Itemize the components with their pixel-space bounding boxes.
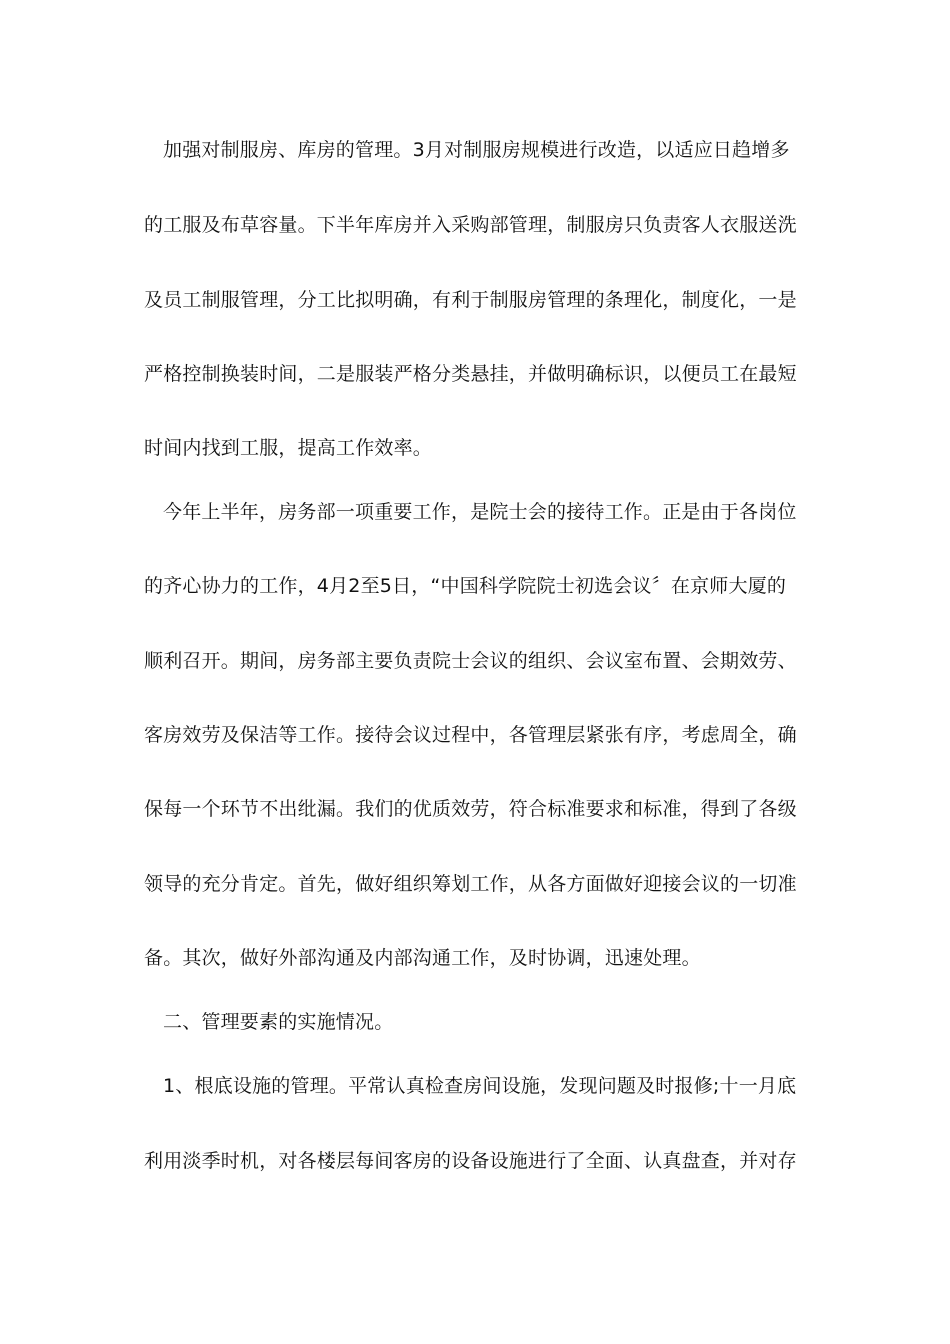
- section-heading: 二、管理要素的实施情况。: [163, 1011, 394, 1033]
- paragraph-line: 利用淡季时机，对各楼层每间客房的设备设施进行了全面、认真盘查，并对存: [144, 1150, 797, 1172]
- paragraph-line: 客房效劳及保洁等工作。接待会议过程中，各管理层紧张有序，考虑周全，确: [144, 724, 797, 746]
- paragraph-line: 顺利召开。期间，房务部主要负责院士会议的组织、会议室布置、会期效劳、: [144, 650, 797, 672]
- paragraph-line: 及员工制服管理，分工比拟明确，有利于制服房管理的条理化，制度化，一是: [144, 289, 797, 311]
- paragraph-line: 的齐心协力的工作，4月2至5日，“中国科学院院士初选会议〞在京师大厦的: [144, 575, 787, 597]
- paragraph-line: 保每一个环节不出纰漏。我们的优质效劳，符合标准要求和标准，得到了各级: [144, 798, 797, 820]
- paragraph-line: 1、根底设施的管理。平常认真检查房间设施，发现问题及时报修;十一月底: [163, 1075, 797, 1097]
- paragraph-line: 严格控制换装时间，二是服装严格分类悬挂，并做明确标识，以便员工在最短: [144, 363, 797, 385]
- paragraph-line: 加强对制服房、库房的管理。3月对制服房规模进行改造，以适应日趋增多: [163, 139, 790, 161]
- paragraph-line: 备。其次，做好外部沟通及内部沟通工作，及时协调，迅速处理。: [144, 947, 701, 969]
- paragraph-line: 时间内找到工服，提高工作效率。: [144, 437, 433, 459]
- paragraph-line: 领导的充分肯定。首先，做好组织筹划工作，从各方面做好迎接会议的一切准: [144, 873, 797, 895]
- paragraph-line: 今年上半年，房务部一项重要工作，是院士会的接待工作。正是由于各岗位: [163, 501, 797, 523]
- paragraph-line: 的工服及布草容量。下半年库房并入采购部管理，制服房只负责客人衣服送洗: [144, 214, 797, 236]
